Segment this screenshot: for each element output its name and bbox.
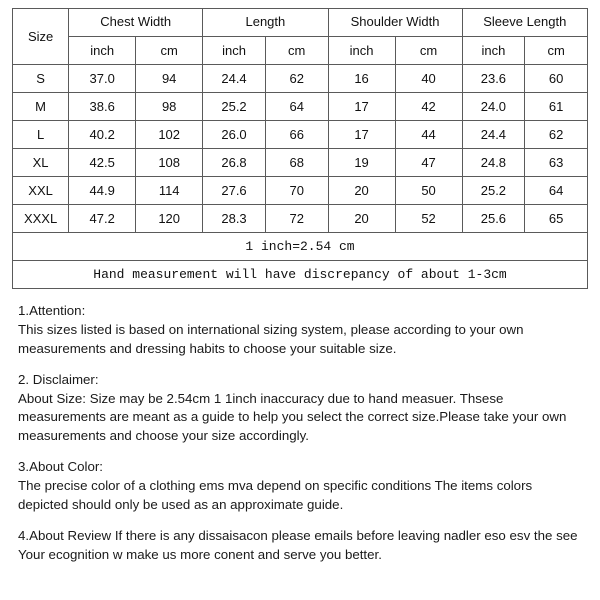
note-attention xyxy=(18,302,586,359)
cell-sleeve-inch: 25.2 xyxy=(462,177,525,205)
header-length: Length xyxy=(203,9,328,37)
cell-sleeve-cm: 64 xyxy=(525,177,588,205)
table-row xyxy=(13,177,588,205)
cell-shoulder-cm: 52 xyxy=(395,205,462,233)
cell-shoulder-cm: 50 xyxy=(395,177,462,205)
cell-length-cm: 72 xyxy=(265,205,328,233)
note-about-review-body: 4.About Review If there is any dissaisacon please emails before leaving nadler eso esv the see Your ecognition w make us more conent and serve you better. xyxy=(18,527,578,562)
header-size: Size xyxy=(13,9,69,65)
cell-chest-cm: 98 xyxy=(136,93,203,121)
cell-length-cm: 62 xyxy=(265,65,328,93)
header-chest-width: Chest Width xyxy=(69,9,203,37)
cell-chest-inch: 47.2 xyxy=(69,205,136,233)
cell-sleeve-cm: 62 xyxy=(525,121,588,149)
note-about-review xyxy=(18,527,586,565)
cell-length-inch: 28.3 xyxy=(203,205,266,233)
cell-sleeve-cm: 60 xyxy=(525,65,588,93)
cell-sleeve-inch: 24.4 xyxy=(462,121,525,149)
table-footnote-conversion-row xyxy=(13,233,588,261)
cell-chest-inch: 40.2 xyxy=(69,121,136,149)
table-row xyxy=(13,149,588,177)
cell-sleeve-cm: 65 xyxy=(525,205,588,233)
cell-length-cm: 68 xyxy=(265,149,328,177)
note-disclaimer xyxy=(18,371,586,447)
cell-shoulder-inch: 20 xyxy=(328,205,395,233)
table-footnote-discrepancy-row xyxy=(13,261,588,289)
cell-sleeve-cm: 61 xyxy=(525,93,588,121)
note-disclaimer-body: About Size: Size may be 2.54cm 1 1inch inaccuracy due to hand measuer. Thsese measurements are meant as a guide to help you select the correct size.Please take your own measurements and choose your size accordingly. xyxy=(18,390,567,444)
cell-shoulder-inch: 16 xyxy=(328,65,395,93)
cell-size: L xyxy=(13,121,69,149)
cell-length-inch: 25.2 xyxy=(203,93,266,121)
unit-length-cm: cm xyxy=(265,37,328,65)
cell-shoulder-inch: 17 xyxy=(328,121,395,149)
header-sleeve-length: Sleeve Length xyxy=(462,9,587,37)
cell-size: XXL xyxy=(13,177,69,205)
cell-chest-inch: 37.0 xyxy=(69,65,136,93)
cell-chest-cm: 102 xyxy=(136,121,203,149)
cell-size: XXXL xyxy=(13,205,69,233)
cell-shoulder-inch: 19 xyxy=(328,149,395,177)
cell-chest-cm: 120 xyxy=(136,205,203,233)
cell-sleeve-inch: 25.6 xyxy=(462,205,525,233)
cell-shoulder-cm: 42 xyxy=(395,93,462,121)
cell-shoulder-cm: 47 xyxy=(395,149,462,177)
cell-length-cm: 70 xyxy=(265,177,328,205)
cell-chest-inch: 42.5 xyxy=(69,149,136,177)
cell-shoulder-inch: 20 xyxy=(328,177,395,205)
cell-chest-inch: 44.9 xyxy=(69,177,136,205)
note-attention-body: This sizes listed is based on international sizing system, please according to your own measurements and dressing habits to choose your suitable size. xyxy=(18,321,524,356)
note-about-color xyxy=(18,458,586,515)
footnote-conversion: 1 inch=2.54 cm xyxy=(13,233,588,261)
cell-sleeve-inch: 23.6 xyxy=(462,65,525,93)
unit-sleeve-inch: inch xyxy=(462,37,525,65)
notes-section xyxy=(18,302,586,565)
note-about-color-heading: 3.About Color: xyxy=(18,459,104,475)
unit-chest-inch: inch xyxy=(69,37,136,65)
cell-size: XL xyxy=(13,149,69,177)
table-row xyxy=(13,93,588,121)
note-about-color-body: The precise color of a clothing ems mva depend on specific conditions The items colors depicted should only be used as an approximate guide. xyxy=(18,478,533,512)
cell-chest-cm: 114 xyxy=(136,177,203,205)
cell-shoulder-cm: 40 xyxy=(395,65,462,93)
cell-shoulder-inch: 17 xyxy=(328,93,395,121)
cell-chest-inch: 38.6 xyxy=(69,93,136,121)
unit-length-inch: inch xyxy=(203,37,266,65)
cell-size: M xyxy=(13,93,69,121)
cell-length-cm: 64 xyxy=(265,93,328,121)
cell-length-inch: 24.4 xyxy=(203,65,266,93)
unit-chest-cm: cm xyxy=(136,37,203,65)
cell-length-inch: 27.6 xyxy=(203,177,266,205)
cell-shoulder-cm: 44 xyxy=(395,121,462,149)
size-chart-table xyxy=(12,8,588,289)
footnote-discrepancy: Hand measurement will have discrepancy of about 1-3cm xyxy=(13,261,588,289)
cell-length-inch: 26.8 xyxy=(203,149,266,177)
cell-sleeve-cm: 63 xyxy=(525,149,588,177)
header-shoulder-width: Shoulder Width xyxy=(328,9,462,37)
unit-shoulder-inch: inch xyxy=(328,37,395,65)
table-row xyxy=(13,121,588,149)
cell-length-inch: 26.0 xyxy=(203,121,266,149)
unit-shoulder-cm: cm xyxy=(395,37,462,65)
cell-chest-cm: 94 xyxy=(136,65,203,93)
cell-chest-cm: 108 xyxy=(136,149,203,177)
note-attention-heading: 1.Attention: xyxy=(18,303,86,318)
cell-size: S xyxy=(13,65,69,93)
cell-length-cm: 66 xyxy=(265,121,328,149)
table-row xyxy=(13,65,588,93)
unit-sleeve-cm: cm xyxy=(525,37,588,65)
note-disclaimer-heading: 2. Disclaimer: xyxy=(18,371,99,387)
cell-sleeve-inch: 24.8 xyxy=(462,149,525,177)
table-header-groups xyxy=(13,9,588,37)
table-header-units xyxy=(13,37,588,65)
cell-sleeve-inch: 24.0 xyxy=(462,93,525,121)
table-row xyxy=(13,205,588,233)
